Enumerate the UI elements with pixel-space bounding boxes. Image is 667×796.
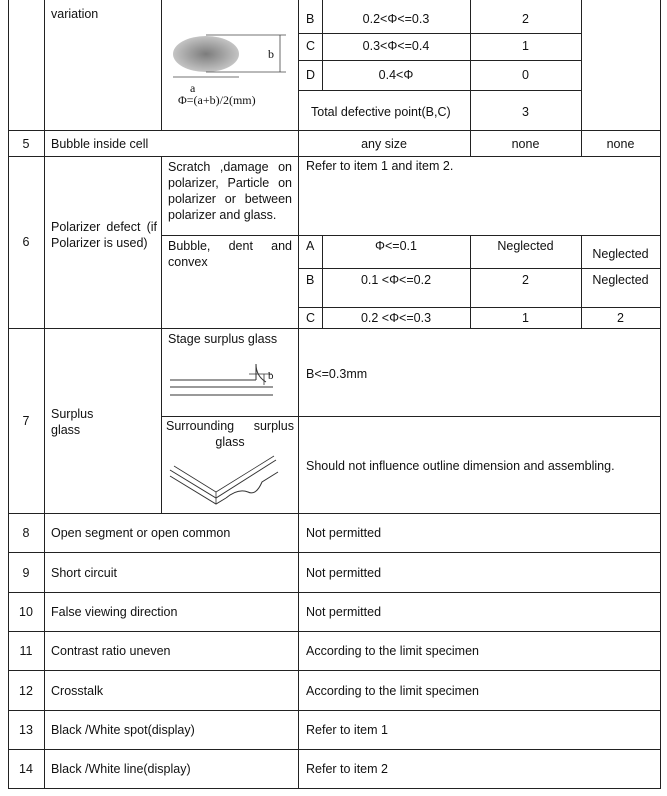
grid-line [8, 710, 660, 711]
defect-count: Neglected [592, 273, 649, 287]
grid-line [161, 0, 162, 131]
sub-item-name: Scratch ,damage on polarizer, Particle on polarizer or between polarizer and glass. [168, 160, 292, 222]
item-name: Crosstalk [51, 684, 104, 698]
grid-line [161, 156, 162, 513]
sub-item-name: Bubble, dent and convex [168, 239, 292, 269]
size-range: 0.2<Φ<=0.3 [362, 12, 430, 26]
item-name: Bubble inside cell [51, 137, 149, 151]
grid-line [8, 328, 660, 329]
figure-label-a: a [190, 81, 196, 95]
sub-item-name: Stage surplus glass [168, 332, 278, 346]
grid-line [8, 670, 660, 671]
item-number: 7 [22, 414, 30, 428]
size-range: any size [361, 137, 407, 151]
size-code: B [306, 12, 315, 26]
criteria: According to the limit specimen [306, 644, 479, 658]
item-name: Black /White line(display) [51, 762, 191, 776]
criteria: Should not influence outline dimension and assembling. [306, 459, 615, 473]
grid-line [298, 33, 581, 34]
surrounding-surplus-glass-figure [166, 452, 286, 510]
size-range: Φ<=0.1 [375, 239, 417, 253]
item-number: 6 [22, 235, 30, 249]
figure-formula: Φ=(a+b)/2(mm) [178, 93, 256, 107]
grid-line [581, 0, 582, 157]
defect-count: none [606, 137, 635, 151]
item-number: 8 [22, 526, 30, 540]
figure-label-b: b [268, 370, 274, 382]
size-code: A [306, 239, 315, 253]
defect-count: 1 [522, 311, 529, 325]
size-code: C [306, 311, 316, 325]
item-name: False viewing direction [51, 605, 178, 619]
defect-count: Neglected [497, 239, 554, 253]
criteria: Not permitted [306, 566, 382, 580]
grid-line [8, 0, 9, 789]
item-number: 10 [19, 605, 33, 619]
defect-count: 2 [617, 311, 624, 325]
item-name: Black /White spot(display) [51, 723, 195, 737]
grid-line [8, 130, 660, 131]
defect-count: Neglected [592, 247, 649, 261]
total-defective-label: Total defective point(B,C) [311, 105, 451, 119]
criteria: Not permitted [306, 605, 382, 619]
grid-line [298, 307, 660, 308]
grid-line [8, 552, 660, 553]
item-number: 11 [19, 644, 33, 658]
stage-surplus-glass-figure [166, 352, 296, 407]
total-defective-value: 3 [522, 105, 529, 119]
grid-line [298, 0, 299, 789]
criteria: Refer to item 2 [306, 762, 388, 776]
defect-count: 0 [522, 68, 529, 82]
item-number: 5 [22, 137, 30, 151]
defect-count: none [511, 137, 540, 151]
item-number: 14 [19, 762, 33, 776]
grid-line [8, 631, 660, 632]
sub-item-name: Surrounding surplus glass [166, 419, 294, 449]
item-name: Surplus glass [51, 407, 94, 437]
criteria: Not permitted [306, 526, 382, 540]
item-number: 13 [19, 723, 33, 737]
size-range: 0.2 <Φ<=0.3 [360, 311, 432, 325]
grid-line [298, 60, 581, 61]
item-name: Contrast ratio uneven [51, 644, 171, 658]
defect-count: 2 [522, 12, 529, 26]
size-range: 0.3<Φ<=0.4 [362, 39, 430, 53]
grid-line [44, 0, 45, 789]
size-code: C [306, 39, 316, 53]
criteria: According to the limit specimen [306, 684, 479, 698]
criteria: Refer to item 1 [306, 723, 388, 737]
variation-label: variation [51, 7, 99, 21]
grid-line [8, 513, 660, 514]
size-range: 0.4<Φ [378, 68, 414, 82]
item-name: Open segment or open common [51, 526, 231, 540]
grid-line [161, 416, 660, 417]
item-number: 12 [19, 684, 33, 698]
grid-line [8, 592, 660, 593]
size-code: B [306, 273, 315, 287]
grid-line [8, 788, 660, 789]
grid-line [161, 235, 660, 236]
figure-label-b: b [268, 47, 274, 61]
item-name: Polarizer defect (if Polarizer is used) [51, 220, 157, 250]
grid-line [8, 156, 660, 157]
item-number: 9 [22, 566, 30, 580]
grid-line [660, 0, 661, 789]
grid-line [8, 749, 660, 750]
size-code: D [306, 68, 316, 82]
defect-count: 1 [522, 39, 529, 53]
grid-line [298, 90, 581, 91]
criteria: B<=0.3mm [306, 367, 368, 381]
criteria: Refer to item 1 and item 2. [306, 159, 454, 173]
size-range: 0.1 <Φ<=0.2 [360, 273, 432, 287]
grid-line [298, 268, 660, 269]
item-name: Short circuit [51, 566, 117, 580]
defect-count: 2 [522, 273, 529, 287]
